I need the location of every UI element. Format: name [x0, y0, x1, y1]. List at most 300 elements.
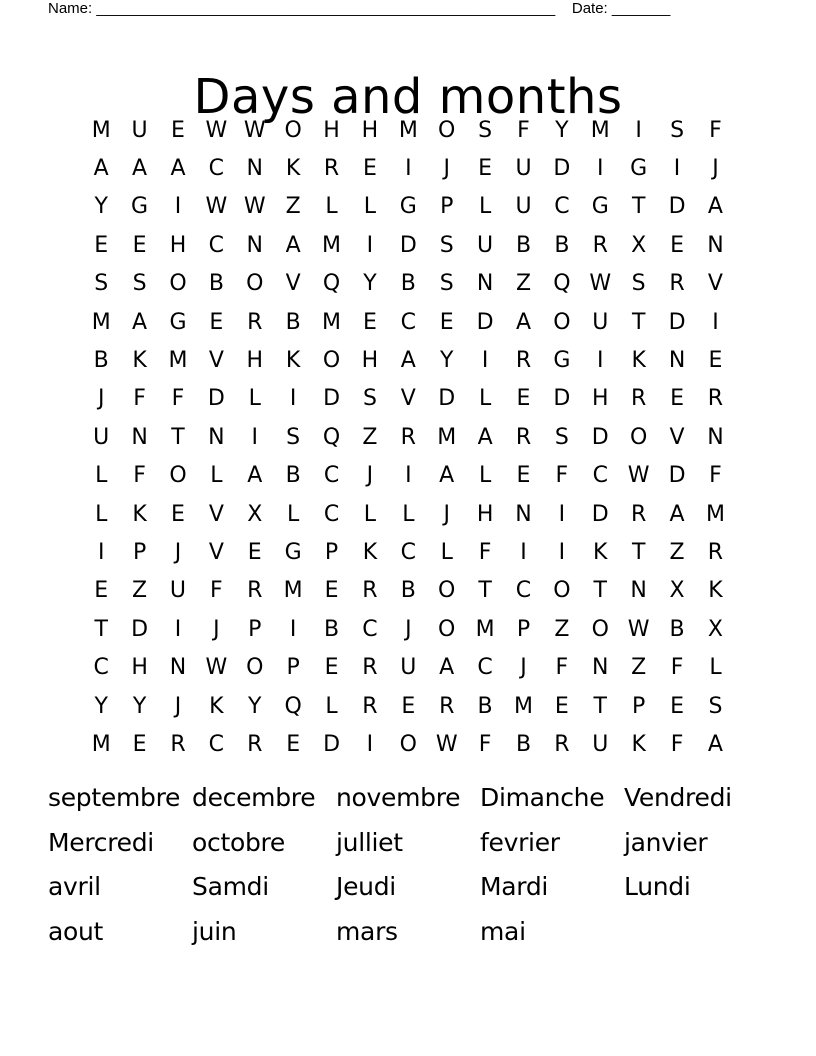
grid-cell[interactable]: R [707, 386, 724, 412]
grid-cell[interactable]: A [93, 156, 109, 182]
grid-cell[interactable]: A [515, 309, 532, 335]
grid-cell[interactable]: S [132, 271, 147, 297]
word-list-item: fevrier [480, 827, 560, 857]
grid-cell[interactable]: C [208, 232, 225, 258]
grid-cell[interactable]: E [247, 539, 262, 565]
grid-cell[interactable]: F [670, 655, 684, 681]
grid-cell[interactable]: I [405, 156, 412, 182]
grid-cell[interactable]: N [707, 424, 724, 450]
grid-cell[interactable]: D [553, 156, 571, 182]
grid-cell[interactable]: H [246, 348, 264, 374]
grid-cell[interactable]: A [439, 655, 455, 681]
grid-cell[interactable]: A [285, 232, 301, 258]
grid-cell[interactable]: I [174, 194, 182, 220]
grid-cell[interactable]: F [555, 463, 569, 489]
grid-cell[interactable]: B [285, 463, 301, 489]
grid-cell[interactable]: L [210, 463, 223, 489]
grid-cell[interactable]: Z [554, 616, 570, 642]
grid-cell[interactable]: O [169, 463, 187, 489]
grid-cell[interactable]: B [400, 271, 416, 297]
grid-cell[interactable]: E [401, 693, 416, 719]
grid-cell[interactable]: S [631, 271, 646, 297]
grid-cell[interactable]: G [553, 348, 571, 374]
grid-cell[interactable]: E [708, 348, 723, 374]
grid-cell[interactable]: W [627, 616, 650, 642]
grid-cell[interactable]: P [632, 693, 646, 719]
grid-cell[interactable]: A [669, 501, 685, 527]
grid-cell[interactable]: R [707, 539, 724, 565]
grid-cell[interactable]: S [362, 386, 377, 412]
grid-cell[interactable]: J [405, 616, 412, 642]
grid-cell[interactable]: M [705, 501, 725, 527]
grid-cell[interactable]: S [670, 117, 685, 143]
grid-cell[interactable]: T [478, 578, 492, 604]
grid-cell[interactable]: Y [363, 271, 377, 297]
grid-cell[interactable]: I [289, 386, 297, 412]
grid-cell[interactable]: H [592, 386, 609, 412]
grid-cell[interactable]: W [205, 117, 228, 143]
grid-cell[interactable]: I [174, 616, 182, 642]
grid-cell[interactable]: E [286, 731, 301, 757]
grid-cell[interactable]: K [132, 501, 147, 527]
grid-cell[interactable]: Y [439, 348, 454, 374]
grid-cell[interactable]: U [400, 655, 417, 681]
grid-cell[interactable]: C [400, 309, 416, 335]
grid-cell[interactable]: V [208, 501, 224, 527]
grid-cell[interactable]: E [94, 578, 109, 604]
grid-cell[interactable]: K [285, 156, 301, 182]
grid-cell[interactable]: J [443, 156, 450, 182]
grid-cell[interactable]: K [285, 348, 301, 374]
grid-cell[interactable]: S [439, 271, 454, 297]
grid-cell[interactable]: E [516, 386, 531, 412]
grid-cell[interactable]: C [323, 463, 340, 489]
grid-cell[interactable]: D [131, 616, 149, 642]
grid-cell[interactable]: J [213, 616, 220, 642]
grid-cell[interactable]: V [208, 348, 224, 374]
grid-cell[interactable]: P [440, 194, 454, 220]
grid-cell[interactable]: R [515, 424, 532, 450]
grid-cell[interactable]: L [325, 194, 338, 220]
grid-cell[interactable]: F [478, 731, 492, 757]
grid-cell[interactable]: Z [515, 271, 532, 297]
grid-cell[interactable]: N [246, 156, 263, 182]
grid-cell[interactable]: E [324, 655, 339, 681]
grid-cell[interactable]: E [670, 693, 684, 719]
grid-cell[interactable]: C [208, 731, 225, 757]
grid-cell[interactable]: U [592, 731, 609, 757]
grid-cell[interactable]: A [132, 309, 148, 335]
grid-cell[interactable]: M [168, 348, 188, 374]
grid-cell[interactable]: R [247, 731, 263, 757]
grid-cell[interactable]: U [169, 578, 187, 604]
grid-cell[interactable]: J [712, 156, 719, 182]
grid-cell[interactable]: E [670, 232, 684, 258]
grid-cell[interactable]: K [708, 578, 723, 604]
grid-cell[interactable]: L [248, 386, 261, 412]
grid-cell[interactable]: K [132, 348, 147, 374]
grid-cell[interactable]: U [131, 117, 148, 143]
grid-cell[interactable]: N [515, 501, 532, 527]
grid-cell[interactable]: R [631, 386, 647, 412]
grid-cell[interactable]: M [91, 117, 111, 143]
grid-cell[interactable]: A [132, 156, 148, 182]
grid-cell[interactable]: I [520, 539, 527, 565]
grid-cell[interactable]: E [94, 232, 109, 258]
grid-cell[interactable]: S [94, 271, 109, 297]
word-list-item: Samdi [192, 872, 269, 901]
grid-cell[interactable]: Y [248, 693, 262, 719]
grid-cell[interactable]: N [169, 655, 187, 681]
grid-cell[interactable]: B [515, 731, 532, 757]
grid-cell[interactable]: J [443, 501, 450, 527]
grid-cell[interactable]: U [592, 309, 609, 335]
grid-cell[interactable]: U [515, 194, 532, 220]
grid-cell[interactable]: W [205, 655, 228, 681]
grid-cell[interactable]: B [669, 616, 685, 642]
name-line[interactable]: _______________________________________________________ [96, 0, 556, 17]
grid-cell[interactable]: O [438, 616, 456, 642]
word-list-item: decembre [192, 783, 316, 812]
grid-cell[interactable]: D [323, 731, 341, 757]
grid-cell[interactable]: C [208, 156, 225, 182]
grid-cell[interactable]: S [554, 424, 569, 450]
grid-cell[interactable]: C [592, 463, 608, 489]
grid-cell[interactable]: T [171, 424, 185, 450]
grid-cell[interactable]: V [707, 271, 723, 297]
grid-cell[interactable]: R [362, 578, 378, 604]
grid-cell[interactable]: W [589, 271, 612, 297]
grid-cell[interactable]: W [243, 194, 266, 220]
grid-cell[interactable]: Z [285, 194, 301, 220]
grid-cell[interactable]: C [477, 655, 493, 681]
grid-cell[interactable]: V [208, 539, 224, 565]
grid-cell[interactable]: W [205, 194, 228, 220]
grid-cell[interactable]: T [631, 539, 646, 565]
grid-cell[interactable]: C [93, 655, 109, 681]
grid-cell[interactable]: V [285, 271, 301, 297]
grid-cell[interactable]: A [170, 156, 186, 182]
grid-cell[interactable]: J [366, 463, 374, 489]
grid-cell[interactable]: C [362, 616, 378, 642]
grid-cell[interactable]: I [558, 539, 566, 565]
grid-cell[interactable]: L [325, 693, 338, 719]
grid-cell[interactable]: W [435, 731, 458, 757]
grid-cell[interactable]: O [284, 117, 302, 143]
grid-cell[interactable]: R [439, 693, 455, 719]
grid-cell[interactable]: J [174, 693, 182, 719]
grid-cell[interactable]: Q [322, 271, 341, 297]
grid-cell[interactable]: O [591, 616, 609, 642]
word-list-item: janvier [624, 827, 708, 857]
grid-cell[interactable]: M [322, 309, 342, 335]
grid-cell[interactable]: B [400, 578, 416, 604]
grid-cell[interactable]: C [515, 578, 532, 604]
grid-cell[interactable]: S [439, 232, 454, 258]
page-title: Days and months [193, 69, 623, 126]
grid-cell[interactable]: R [592, 232, 608, 258]
grid-cell[interactable]: C [400, 539, 416, 565]
grid-cell[interactable]: H [361, 117, 379, 143]
grid-cell[interactable]: S [708, 693, 723, 719]
grid-cell[interactable]: D [323, 386, 341, 412]
grid-cell[interactable]: Y [132, 693, 147, 719]
grid-cell[interactable]: E [670, 386, 684, 412]
grid-cell[interactable]: A [707, 194, 723, 220]
grid-cell[interactable]: E [132, 731, 147, 757]
grid-cell[interactable]: G [399, 194, 417, 220]
grid-cell[interactable]: L [402, 501, 415, 527]
grid-cell[interactable]: I [597, 348, 604, 374]
grid-cell[interactable]: K [631, 731, 646, 757]
grid-cell[interactable]: F [133, 386, 146, 412]
grid-cell[interactable]: M [398, 117, 418, 143]
grid-cell[interactable]: V [669, 424, 685, 450]
grid-cell[interactable]: D [591, 501, 609, 527]
grid-cell[interactable]: E [324, 578, 339, 604]
grid-cell[interactable]: O [246, 655, 264, 681]
grid-cell[interactable]: U [93, 424, 110, 450]
grid-cell[interactable]: D [668, 463, 686, 489]
grid-cell[interactable]: L [478, 386, 492, 412]
grid-cell[interactable]: H [476, 501, 494, 527]
grid-cell[interactable]: I [405, 463, 412, 489]
word-list-item: Lundi [624, 872, 691, 901]
grid-cell[interactable]: M [91, 309, 111, 335]
grid-cell[interactable]: N [592, 655, 609, 681]
grid-cell[interactable]: M [283, 578, 303, 604]
grid-cell[interactable]: L [95, 501, 108, 527]
grid-cell[interactable]: F [171, 386, 185, 412]
grid-cell[interactable]: B [477, 693, 493, 719]
grid-cell[interactable]: K [209, 693, 224, 719]
grid-cell[interactable]: P [132, 539, 147, 565]
grid-cell[interactable]: A [439, 463, 455, 489]
grid-cell[interactable]: C [554, 194, 570, 220]
grid-cell[interactable]: D [476, 309, 494, 335]
grid-cell[interactable]: D [553, 386, 571, 412]
grid-cell[interactable]: N [131, 424, 148, 450]
grid-cell[interactable]: R [170, 731, 186, 757]
word-list-item: juin [192, 916, 237, 946]
grid-cell[interactable]: D [438, 386, 456, 412]
grid-cell[interactable]: R [323, 156, 340, 182]
grid-cell[interactable]: D [591, 424, 609, 450]
grid-cell[interactable]: J [97, 386, 105, 412]
header [48, 0, 670, 18]
grid-cell[interactable]: Y [94, 693, 108, 719]
grid-cell[interactable]: I [597, 156, 604, 182]
grid-cell[interactable]: H [169, 232, 187, 258]
grid-cell[interactable]: G [169, 309, 187, 335]
grid-cell[interactable]: G [284, 539, 302, 565]
grid-cell[interactable]: M [91, 731, 111, 757]
grid-cell[interactable]: K [362, 539, 378, 565]
grid-cell[interactable]: B [208, 271, 224, 297]
grid-cell[interactable]: E [171, 501, 185, 527]
grid-cell[interactable]: Q [553, 271, 571, 297]
grid-cell[interactable]: J [174, 539, 182, 565]
grid-cell[interactable]: S [478, 117, 493, 143]
grid-cell[interactable]: B [285, 309, 301, 335]
grid-cell[interactable]: D [399, 232, 417, 258]
grid-cell[interactable]: E [439, 309, 454, 335]
grid-cell[interactable]: W [243, 117, 266, 143]
grid-cell[interactable]: I [289, 616, 297, 642]
grid-cell[interactable]: A [247, 463, 263, 489]
grid-cell[interactable]: N [630, 578, 647, 604]
grid-cell[interactable]: B [323, 616, 340, 642]
grid-cell[interactable]: B [554, 232, 570, 258]
grid-cell[interactable]: M [437, 424, 457, 450]
grid-cell[interactable]: I [558, 501, 566, 527]
grid-cell[interactable]: N [246, 232, 263, 258]
grid-cell[interactable]: V [400, 386, 416, 412]
grid-cell[interactable]: Y [94, 194, 108, 220]
grid-cell[interactable]: F [709, 463, 722, 489]
grid-cell[interactable]: O [246, 271, 264, 297]
grid-cell[interactable]: O [438, 117, 456, 143]
grid-cell[interactable]: K [631, 348, 646, 374]
grid-cell[interactable]: O [630, 424, 648, 450]
grid-cell[interactable]: Q [322, 424, 341, 450]
grid-cell[interactable]: Z [362, 424, 378, 450]
grid-cell[interactable]: A [707, 731, 723, 757]
grid-cell[interactable]: S [286, 424, 301, 450]
grid-cell[interactable]: H [361, 348, 379, 374]
grid-cell[interactable]: U [515, 156, 532, 182]
grid-cell[interactable]: B [515, 232, 532, 258]
grid-cell[interactable]: Y [555, 117, 569, 143]
grid-cell[interactable]: M [590, 117, 610, 143]
grid-cell[interactable]: L [709, 655, 722, 681]
grid-cell[interactable]: L [363, 194, 377, 220]
grid-cell[interactable]: G [630, 156, 648, 182]
grid-cell[interactable]: P [248, 616, 262, 642]
grid-cell[interactable]: R [247, 309, 263, 335]
grid-cell[interactable]: N [208, 424, 225, 450]
grid-cell[interactable]: I [712, 309, 719, 335]
grid-cell[interactable]: R [400, 424, 416, 450]
grid-cell[interactable]: T [94, 616, 108, 642]
grid-cell[interactable]: M [514, 693, 533, 719]
grid-cell[interactable]: I [251, 424, 258, 450]
grid-cell[interactable]: C [323, 501, 340, 527]
grid-cell[interactable]: X [669, 578, 685, 604]
grid-cell[interactable]: P [516, 616, 531, 642]
grid-cell[interactable]: G [131, 194, 149, 220]
grid-cell[interactable]: L [363, 501, 377, 527]
grid-cell[interactable]: H [323, 117, 340, 143]
grid-cell[interactable]: L [440, 539, 453, 565]
grid-cell[interactable]: L [478, 194, 492, 220]
grid-cell[interactable]: R [247, 578, 263, 604]
grid-cell[interactable]: E [132, 232, 147, 258]
grid-cell[interactable]: X [707, 616, 723, 642]
grid-cell[interactable]: L [287, 501, 300, 527]
grid-cell[interactable]: L [478, 463, 492, 489]
grid-cell[interactable]: I [97, 539, 105, 565]
grid-cell[interactable]: Q [284, 693, 302, 719]
grid-cell[interactable]: I [481, 348, 489, 374]
grid-cell[interactable]: R [362, 655, 378, 681]
grid-cell[interactable]: N [707, 232, 724, 258]
grid-cell[interactable]: F [555, 655, 569, 681]
grid-cell[interactable]: D [668, 194, 686, 220]
grid-cell[interactable]: R [669, 271, 685, 297]
grid-cell[interactable]: T [631, 194, 646, 220]
grid-cell[interactable]: R [362, 693, 378, 719]
word-list-item: mai [480, 916, 526, 946]
grid-cell[interactable]: A [400, 348, 416, 374]
grid-cell[interactable]: D [668, 309, 686, 335]
grid-cell[interactable]: O [322, 348, 341, 374]
grid-cell[interactable]: Z [669, 539, 685, 565]
grid-cell[interactable]: F [133, 463, 146, 489]
grid-cell[interactable]: Z [132, 578, 148, 604]
grid-cell[interactable]: T [631, 309, 646, 335]
grid-cell[interactable]: P [286, 655, 300, 681]
grid-cell[interactable]: O [438, 578, 456, 604]
grid-cell[interactable]: M [475, 616, 495, 642]
grid-cell[interactable]: Z [631, 655, 647, 681]
grid-cell[interactable]: B [93, 348, 109, 374]
grid-cell[interactable]: N [476, 271, 494, 297]
grid-cell[interactable]: P [324, 539, 339, 565]
grid-cell[interactable]: F [210, 578, 223, 604]
grid-cell[interactable]: F [478, 539, 492, 565]
grid-cell[interactable]: T [593, 578, 607, 604]
grid-cell[interactable]: R [554, 731, 570, 757]
grid-cell[interactable]: W [627, 463, 650, 489]
grid-cell[interactable]: I [635, 117, 642, 143]
grid-cell[interactable]: E [209, 309, 224, 335]
grid-cell[interactable]: E [171, 117, 185, 143]
grid-cell[interactable]: O [553, 309, 571, 335]
grid-cell[interactable]: I [673, 156, 681, 182]
grid-cell[interactable]: E [516, 463, 531, 489]
grid-cell[interactable]: J [520, 655, 527, 681]
grid-cell[interactable]: L [95, 463, 108, 489]
grid-cell[interactable]: F [709, 117, 722, 143]
grid-cell[interactable]: X [247, 501, 263, 527]
date-line[interactable]: _______ [611, 0, 671, 17]
grid-cell[interactable]: A [477, 424, 493, 450]
grid-cell[interactable]: U [477, 232, 494, 258]
grid-cell[interactable]: R [631, 501, 647, 527]
grid-cell[interactable]: E [362, 156, 377, 182]
grid-cell[interactable]: I [366, 232, 374, 258]
grid-cell[interactable]: E [362, 309, 377, 335]
grid-cell[interactable]: M [322, 232, 342, 258]
grid-cell[interactable]: E [478, 156, 493, 182]
grid-cell[interactable]: O [169, 271, 187, 297]
grid-cell[interactable]: X [631, 232, 647, 258]
grid-cell[interactable]: G [591, 194, 609, 220]
grid-cell[interactable]: N [668, 348, 686, 374]
grid-cell[interactable]: O [399, 731, 417, 757]
grid-cell[interactable]: D [207, 386, 225, 412]
grid-cell[interactable]: E [554, 693, 569, 719]
grid-cell[interactable]: O [553, 578, 571, 604]
grid-cell[interactable]: I [366, 731, 374, 757]
grid-cell[interactable]: T [593, 693, 607, 719]
grid-cell[interactable]: H [131, 655, 148, 681]
grid-cell[interactable]: R [515, 348, 532, 374]
grid-cell[interactable]: F [517, 117, 530, 143]
grid-cell[interactable]: F [670, 731, 684, 757]
grid-cell[interactable]: K [593, 539, 608, 565]
